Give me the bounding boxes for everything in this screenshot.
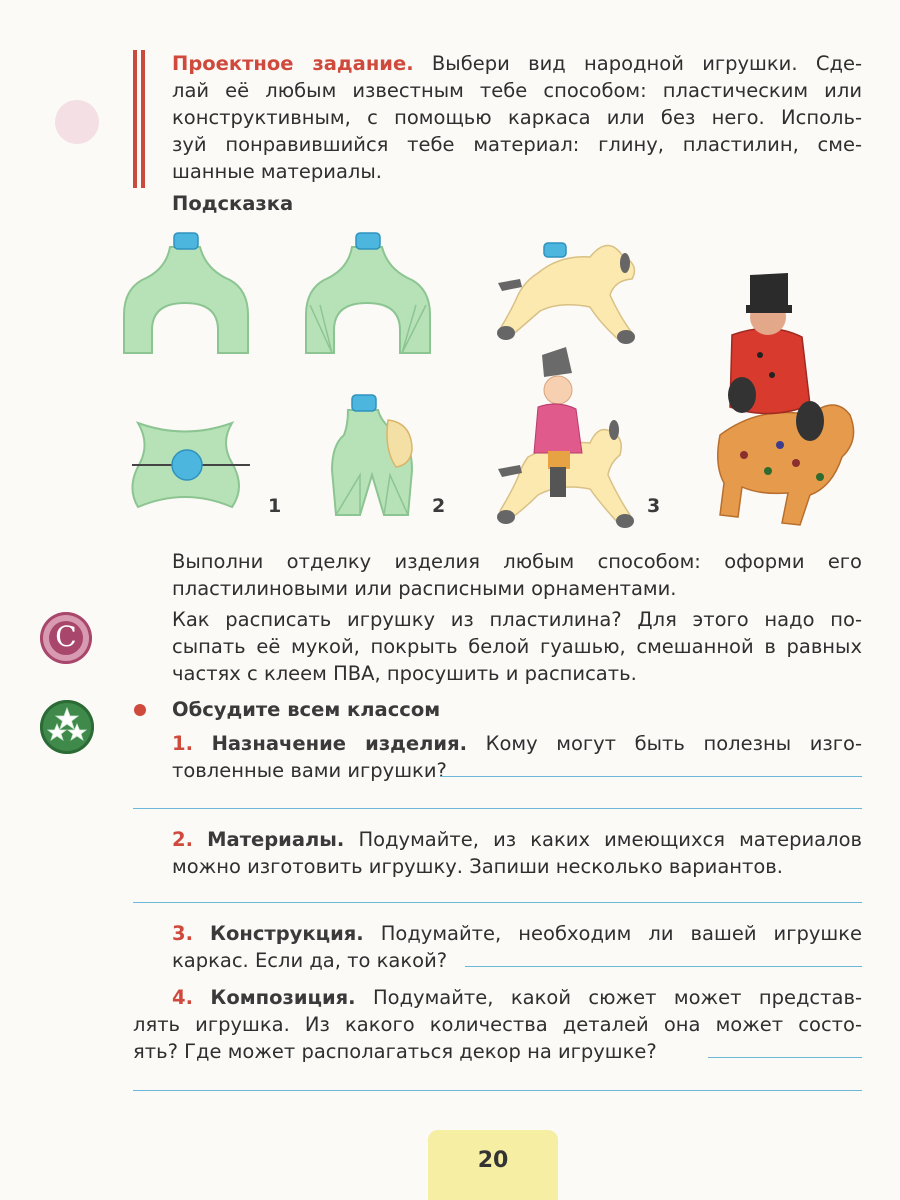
question-4: 4. Композиция. Подумайте, какой сюжет может представ- лять игрушка. Из какого количества деталей она может состо- ять? Где может располагаться декор на игрушке? bbox=[133, 986, 862, 1063]
clay-toy-photo bbox=[718, 273, 854, 525]
margin-ghost-mark bbox=[55, 100, 99, 144]
figure-label-3: 3 bbox=[647, 495, 661, 517]
answer-line[interactable] bbox=[133, 902, 862, 903]
finish-paragraph: Выполни отделку изделия любым способом: оформи его пластилиновыми или расписными орнаментами. bbox=[172, 550, 862, 600]
bottle-cap-icon bbox=[356, 233, 380, 249]
question-3: 3. Конструкция. Подумайте, необходим ли вашей игрушке каркас. Если да, то какой? bbox=[172, 922, 862, 972]
answer-line[interactable] bbox=[133, 808, 862, 809]
figure-label-2: 2 bbox=[432, 495, 446, 517]
bottle-cap-icon bbox=[544, 243, 566, 257]
bottle-arch-folded bbox=[306, 233, 430, 353]
toy-horse-drawing bbox=[497, 243, 635, 344]
answer-line[interactable] bbox=[133, 1090, 862, 1091]
answer-line[interactable] bbox=[708, 1057, 862, 1058]
discuss-bullet bbox=[134, 704, 146, 716]
project-side-bars bbox=[133, 50, 146, 188]
hint-illustrations bbox=[120, 225, 870, 535]
discuss-title: Обсудите всем классом bbox=[172, 698, 441, 721]
project-task-heading: Проектное задание. bbox=[172, 52, 414, 75]
c-badge-letter: C bbox=[55, 620, 77, 653]
answer-line[interactable] bbox=[440, 776, 862, 777]
bottle-cap-icon bbox=[174, 233, 198, 249]
project-task-paragraph: Проектное задание. Выбери вид народной игрушки. Сде- лай её любым известным тебе способом: пластическим или конструктивным, с помощью каркаса или без него. Исполь- зуй понравившийся тебе материал: глину, пластилин, сме- шанные материалы. bbox=[172, 52, 862, 183]
stars-badge-icon bbox=[40, 700, 94, 754]
c-badge-icon bbox=[40, 612, 92, 664]
question-1: 1. Назначение изделия. Кому могут быть полезны изго- товленные вами игрушки? bbox=[172, 732, 862, 782]
toy-rider-drawing bbox=[497, 347, 634, 528]
hint-title: Подсказка bbox=[172, 192, 294, 215]
bottle-legs-shape bbox=[332, 395, 412, 515]
bottle-cap-icon bbox=[352, 395, 376, 411]
bottle-cut-shape bbox=[132, 423, 250, 507]
figure-label-1: 1 bbox=[268, 495, 282, 517]
answer-line[interactable] bbox=[465, 966, 862, 967]
paint-paragraph: Как расписать игрушку из пластилина? Для этого надо по- сыпать её мукой, покрыть белой гуашью, смешанной в равных частях с клеем ПВА, просушить и расписать. bbox=[172, 608, 862, 685]
question-2: 2. Материалы. Подумайте, из каких имеющихся материалов можно изготовить игрушку. Запиши несколько вариантов. bbox=[172, 828, 862, 878]
bottle-arch-shape bbox=[124, 233, 248, 353]
page-number-tab bbox=[428, 1130, 558, 1200]
bottle-cap-icon bbox=[172, 450, 202, 480]
page-number: 20 bbox=[477, 1148, 509, 1173]
